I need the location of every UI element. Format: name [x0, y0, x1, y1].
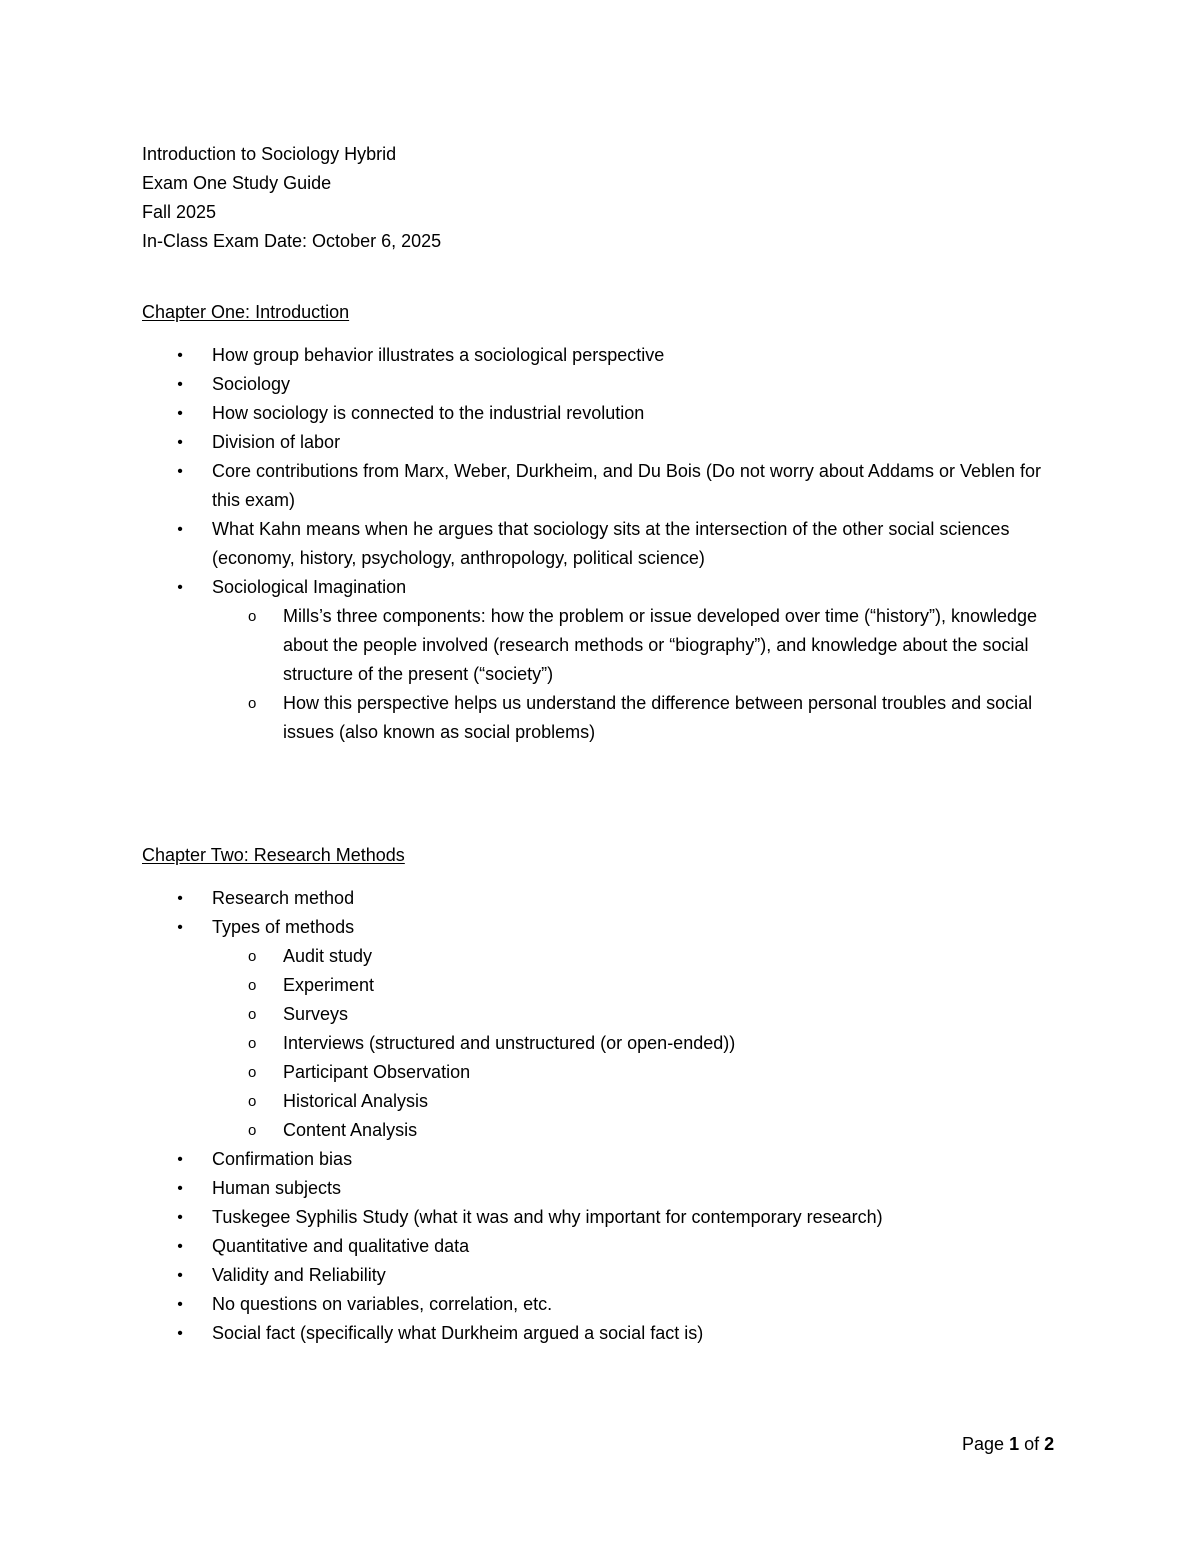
sub-list-item-text: Interviews (structured and unstructured (or open-ended)): [283, 1033, 736, 1053]
page-total: 2: [1044, 1434, 1055, 1454]
list-item-text: What Kahn means when he argues that sociology sits at the intersection of the other social sciences (economy, history, psychology, anthropology, political science): [212, 519, 1010, 568]
list-item-text: Core contributions from Marx, Weber, Durkheim, and Du Bois (Do not worry about Addams or Veblen for this exam): [212, 461, 1042, 510]
list-item-text: How group behavior illustrates a sociological perspective: [212, 345, 665, 365]
list-item: [142, 1203, 1062, 1232]
page-of-word: of: [1024, 1434, 1040, 1454]
term-label: Fall 2025: [142, 202, 217, 222]
list-item: [142, 1290, 1062, 1319]
list-item-text: Sociological Imagination: [212, 577, 407, 597]
list-item: [142, 1174, 1062, 1203]
list-item-text: Division of labor: [212, 432, 341, 452]
sub-list-item: [212, 1058, 1062, 1087]
bullet-icon: •: [177, 890, 183, 907]
list-item-text: Validity and Reliability: [212, 1265, 386, 1285]
page-current: 1: [1009, 1434, 1020, 1454]
list-item-text: Research method: [212, 888, 355, 908]
list-item: [142, 1232, 1062, 1261]
list-item-text: Social fact (specifically what Durkheim argued a social fact is): [212, 1323, 704, 1343]
sub-bullet-icon: o: [248, 1035, 257, 1052]
sub-bullet-icon: o: [248, 608, 257, 625]
imagination-sublist: [212, 602, 1062, 747]
bullet-icon: •: [177, 1238, 183, 1255]
sub-bullet-icon: o: [248, 1122, 257, 1139]
sub-list-item-text: Participant Observation: [283, 1062, 471, 1082]
chapter-one-heading: Chapter One: Introduction: [142, 302, 350, 322]
sub-list-item-text: Surveys: [283, 1004, 349, 1024]
page-word: Page: [962, 1434, 1005, 1454]
list-item: [142, 1319, 1062, 1348]
bullet-icon: •: [177, 405, 183, 422]
bullet-icon: •: [177, 376, 183, 393]
list-item: [142, 1261, 1062, 1290]
bullet-icon: •: [177, 1180, 183, 1197]
bullet-icon: •: [177, 1209, 183, 1226]
list-item-text: No questions on variables, correlation, etc.: [212, 1294, 553, 1314]
sub-list-item-text: Content Analysis: [283, 1120, 418, 1140]
list-item: [142, 913, 1062, 1145]
bullet-icon: •: [177, 434, 183, 451]
list-item-text: Confirmation bias: [212, 1149, 353, 1169]
exam-date: In-Class Exam Date: October 6, 2025: [142, 231, 442, 251]
list-item: [142, 515, 1062, 573]
sub-list-item: [212, 689, 1062, 747]
bullet-icon: •: [177, 919, 183, 936]
sub-list-item-text: How this perspective helps us understand the difference between personal troubles and social issues (also known as social problems): [283, 693, 1033, 742]
bullet-icon: •: [177, 579, 183, 596]
bullet-icon: •: [177, 1267, 183, 1284]
course-title: Introduction to Sociology Hybrid: [142, 144, 397, 164]
bullet-icon: •: [177, 1296, 183, 1313]
sub-list-item: [212, 1000, 1062, 1029]
method-types-sublist: [212, 942, 1062, 1145]
list-item: [142, 428, 1062, 457]
chapter-one-list: [142, 341, 1062, 747]
list-item: [142, 457, 1062, 515]
sub-list-item: [212, 942, 1062, 971]
chapter-two-heading: Chapter Two: Research Methods: [142, 845, 405, 865]
sub-bullet-icon: o: [248, 977, 257, 994]
sub-list-item-text: Historical Analysis: [283, 1091, 429, 1111]
bullet-icon: •: [177, 521, 183, 538]
sub-bullet-icon: o: [248, 1006, 257, 1023]
bullet-icon: •: [177, 463, 183, 480]
list-item-text: Types of methods: [212, 917, 355, 937]
list-item-text: How sociology is connected to the industrial revolution: [212, 403, 645, 423]
list-item-text: Sociology: [212, 374, 291, 394]
sub-list-item: [212, 971, 1062, 1000]
list-item: [142, 399, 1062, 428]
document-body: [142, 140, 1062, 1348]
sub-bullet-icon: o: [248, 695, 257, 712]
sub-list-item: [212, 1116, 1062, 1145]
list-item-text: Human subjects: [212, 1178, 342, 1198]
list-item: [142, 341, 1062, 370]
list-item: [142, 370, 1062, 399]
sub-bullet-icon: o: [248, 1093, 257, 1110]
sub-list-item: [212, 1029, 1062, 1058]
list-item-text: Tuskegee Syphilis Study (what it was and why important for contemporary research): [212, 1207, 883, 1227]
sub-list-item-text: Audit study: [283, 946, 373, 966]
bullet-icon: •: [177, 1325, 183, 1342]
sub-bullet-icon: o: [248, 1064, 257, 1081]
bullet-icon: •: [177, 1151, 183, 1168]
sub-list-item-text: Mills’s three components: how the problem or issue developed over time (“history”), knowledge about the people involved (research methods or “biography”), and knowledge about the social structure of the present (“society”): [283, 606, 1038, 684]
bullet-icon: •: [177, 347, 183, 364]
sub-bullet-icon: o: [248, 948, 257, 965]
list-item-text: Quantitative and qualitative data: [212, 1236, 470, 1256]
list-item: [142, 1145, 1062, 1174]
guide-title: Exam One Study Guide: [142, 173, 332, 193]
list-item: [142, 884, 1062, 913]
chapter-two-list: [142, 884, 1062, 1348]
sub-list-item: [212, 602, 1062, 689]
sub-list-item: [212, 1087, 1062, 1116]
sub-list-item-text: Experiment: [283, 975, 375, 995]
list-item: [142, 573, 1062, 747]
page-number: [962, 1430, 1054, 1459]
